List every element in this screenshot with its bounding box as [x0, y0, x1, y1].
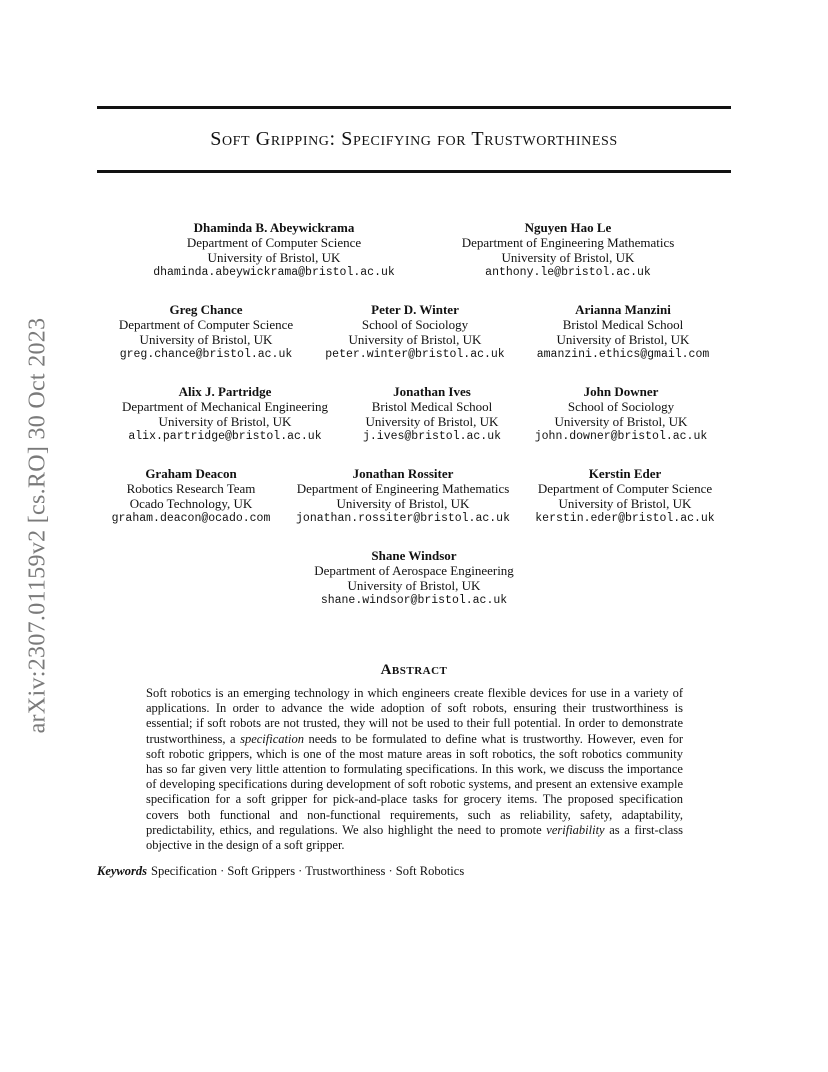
author-card [296, 466, 510, 526]
abstract-emphasis: verifiability [546, 822, 605, 837]
author-name: John Downer [583, 384, 659, 399]
author-org: University of Bristol, UK [501, 250, 635, 265]
author-dept: Department of Computer Science [537, 481, 713, 496]
author-email[interactable]: graham.deacon@ocado.com [111, 512, 271, 525]
author-card [119, 302, 293, 362]
author-org: Ocado Technology, UK [129, 496, 253, 511]
author-org: University of Bristol, UK [348, 332, 482, 347]
author-dept: Bristol Medical School [371, 399, 493, 414]
author-org: University of Bristol, UK [558, 496, 692, 511]
author-row-1 [0, 220, 828, 302]
author-org: University of Bristol, UK [336, 496, 470, 511]
abstract-body [146, 686, 683, 853]
author-org: University of Bristol, UK [139, 332, 273, 347]
keywords-text: Specification · Soft Grippers · Trustworthiness · Soft Robotics [151, 864, 465, 878]
author-name: Greg Chance [169, 302, 243, 317]
author-card [314, 548, 514, 608]
author-email[interactable]: greg.chance@bristol.ac.uk [119, 348, 293, 361]
author-email[interactable]: dhaminda.abeywickrama@bristol.ac.uk [153, 266, 395, 279]
author-dept: Department of Computer Science [118, 317, 294, 332]
title-bottom-rule [97, 170, 731, 173]
author-row-4 [0, 466, 828, 548]
author-dept: Department of Computer Science [186, 235, 362, 250]
author-email[interactable]: peter.winter@bristol.ac.uk [325, 348, 505, 361]
author-org: University of Bristol, UK [158, 414, 292, 429]
abstract-text: as a first-class objective in the design of a soft gripper. [146, 822, 683, 853]
author-dept: Department of Engineering Mathematics [461, 235, 675, 250]
author-card [112, 466, 271, 526]
author-org: University of Bristol, UK [207, 250, 341, 265]
author-name: Peter D. Winter [371, 302, 459, 317]
author-email[interactable]: amanzini.ethics@gmail.com [536, 348, 710, 361]
author-org: University of Bristol, UK [347, 578, 481, 593]
author-card [535, 466, 714, 526]
abstract-heading: Abstract [380, 662, 448, 678]
author-dept: School of Sociology [567, 399, 675, 414]
author-dept: Department of Aerospace Engineering [314, 563, 514, 578]
author-email[interactable]: kerstin.eder@bristol.ac.uk [535, 512, 715, 525]
author-card [363, 384, 501, 444]
author-card [462, 220, 675, 280]
keywords-line [97, 864, 464, 879]
author-card [535, 384, 708, 444]
author-name: Kerstin Eder [588, 466, 662, 481]
author-name: Shane Windsor [371, 548, 457, 563]
author-email[interactable]: alix.partridge@bristol.ac.uk [128, 430, 322, 443]
author-email[interactable]: shane.windsor@bristol.ac.uk [320, 594, 508, 607]
title-top-rule [97, 106, 731, 109]
author-name: Dhaminda B. Abeywickrama [193, 220, 355, 235]
author-email[interactable]: anthony.le@bristol.ac.uk [485, 266, 651, 279]
author-card [325, 302, 504, 362]
paper-title: Soft Gripping: Specifying for Trustworthiness [210, 128, 618, 150]
author-dept: Bristol Medical School [562, 317, 684, 332]
author-name: Jonathan Rossiter [352, 466, 454, 481]
author-name: Nguyen Hao Le [524, 220, 612, 235]
author-org: University of Bristol, UK [365, 414, 499, 429]
abstract-text: needs to be formulated to define what is trustworthy. However, even for soft robotic grippers, which is one of the most mature areas in soft robotics, the soft robotics community has so far given very little attention to formulating specifications. In this work, we discuss the importance of developing specifications during development of soft robotic systems, and present an extensive example specification for a soft gripper for pick-and-place tasks for grocery items. The proposed specification covers both functional and non-functional requirements, such as reliability, safety, adaptability, predictability, ethics, and regulations. We also highlight the need to promote [146, 731, 683, 837]
author-dept: School of Sociology [361, 317, 469, 332]
author-org: University of Bristol, UK [556, 332, 690, 347]
abstract-emphasis: specification [240, 731, 304, 746]
author-org: University of Bristol, UK [554, 414, 688, 429]
author-dept: Department of Engineering Mathematics [296, 481, 510, 496]
author-name: Jonathan Ives [393, 384, 471, 399]
arxiv-stamp-text: arXiv:2307.01159v2 [cs.RO] 30 Oct 2023 [24, 317, 51, 733]
author-block [0, 220, 828, 630]
author-email[interactable]: john.downer@bristol.ac.uk [534, 430, 708, 443]
author-dept: Department of Mechanical Engineering [121, 399, 329, 414]
author-name: Alix J. Partridge [178, 384, 272, 399]
author-row-3 [0, 384, 828, 466]
author-dept: Robotics Research Team [126, 481, 256, 496]
author-name: Graham Deacon [145, 466, 237, 481]
author-row-5 [0, 548, 828, 630]
author-card [537, 302, 710, 362]
author-name: Arianna Manzini [575, 302, 671, 317]
author-card [153, 220, 395, 280]
author-row-2 [0, 302, 828, 384]
abstract-text: Soft robotics is an emerging technology in which engineers create flexible devices for use in a variety of applications. In order to advance the wide adoption of soft robots, ensuring their trustworthiness is essential; if soft robots are not trusted, they will not be used to their full potential. In order to demonstrate trustworthiness, a [146, 686, 683, 746]
author-card [122, 384, 328, 444]
author-email[interactable]: jonathan.rossiter@bristol.ac.uk [296, 512, 510, 525]
keywords-label: Keywords [97, 864, 147, 878]
author-email[interactable]: j.ives@bristol.ac.uk [362, 430, 502, 443]
